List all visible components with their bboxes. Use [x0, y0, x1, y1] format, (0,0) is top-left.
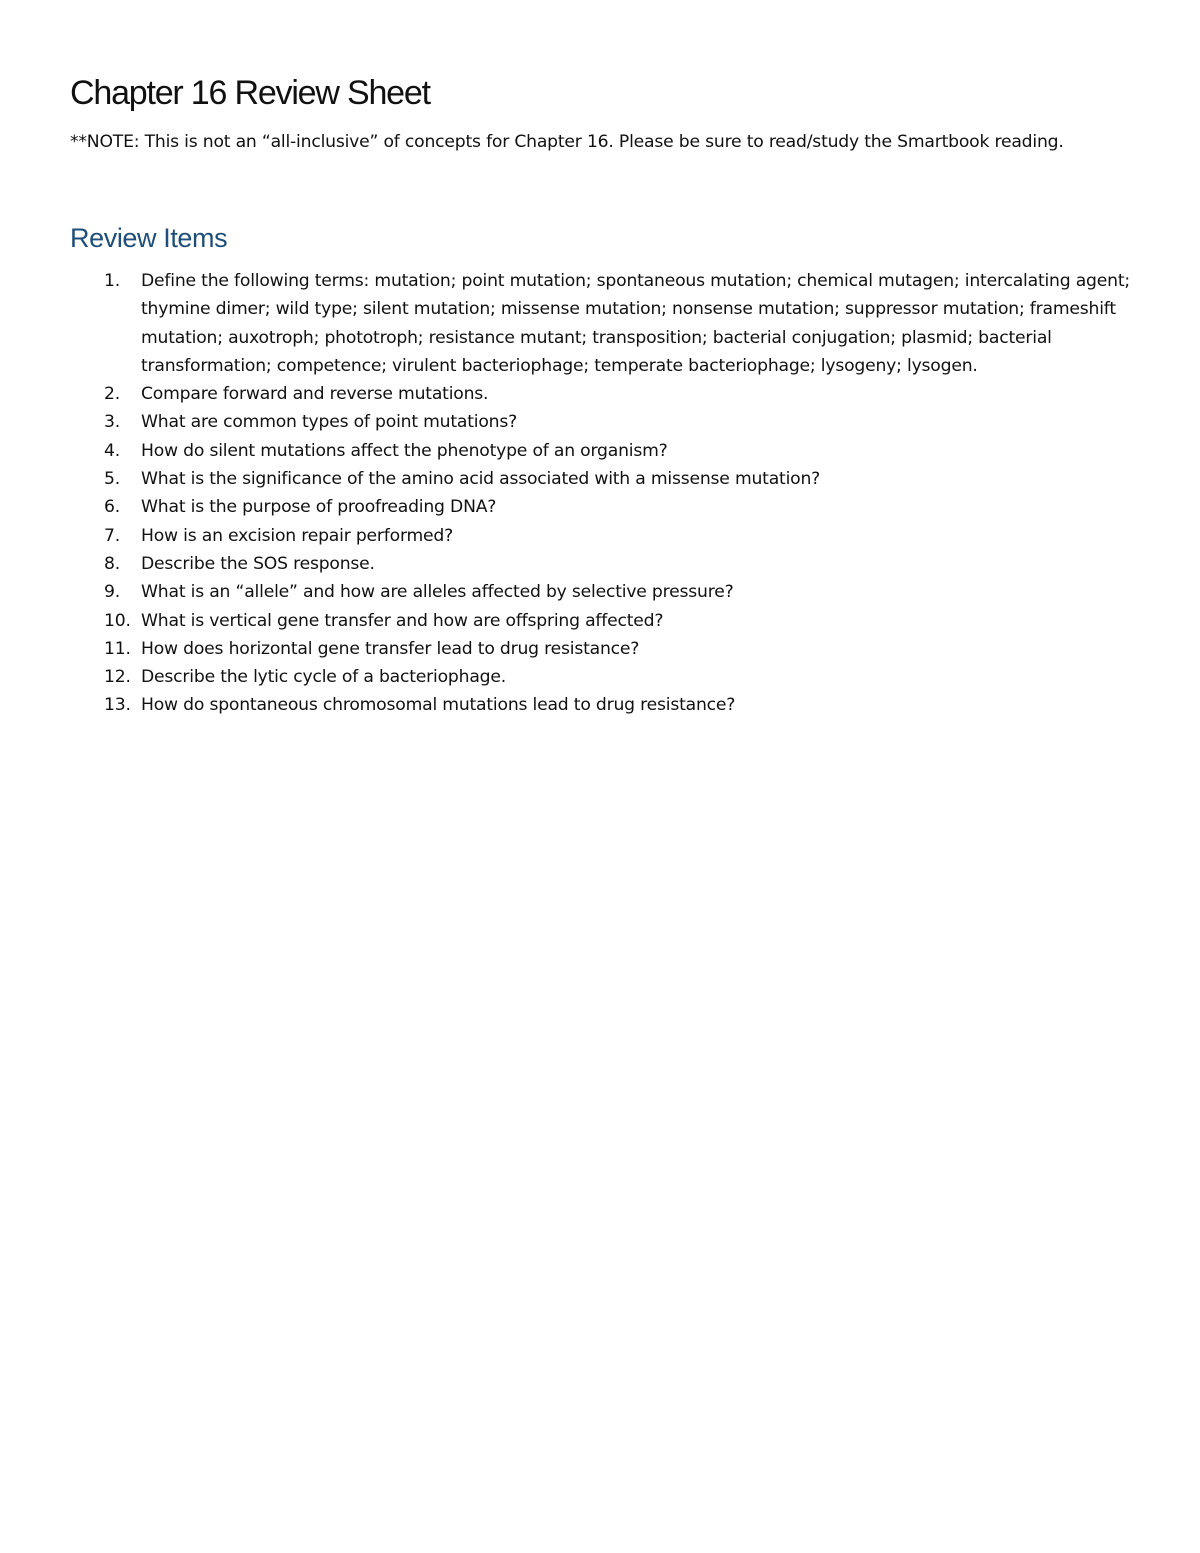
list-item-text: Describe the SOS response.: [141, 553, 375, 574]
list-item-text: How do spontaneous chromosomal mutations lead to drug resistance?: [141, 695, 736, 716]
list-item-number: 2.: [104, 384, 120, 405]
list-item-text: What is the purpose of proofreading DNA?: [141, 497, 497, 518]
list-item: [0, 267, 1130, 380]
list-item: [0, 380, 1130, 408]
list-item-number: 7.: [104, 525, 120, 546]
list-item-text: How do silent mutations affect the phenotype of an organism?: [141, 440, 668, 461]
list-item-number: 13.: [104, 695, 131, 716]
list-item-number: 11.: [104, 638, 131, 659]
review-items-list: [0, 267, 1130, 720]
list-item-text: Compare forward and reverse mutations.: [141, 384, 489, 405]
list-item: [0, 663, 1130, 691]
list-item: [0, 437, 1130, 465]
list-item: [0, 635, 1130, 663]
page-title: Chapter 16 Review Sheet: [70, 74, 430, 112]
list-item-number: 9.: [104, 582, 120, 603]
list-item-number: 5.: [104, 469, 120, 490]
list-item-number: 6.: [104, 497, 120, 518]
list-item-number: 12.: [104, 667, 131, 688]
list-item-number: 10.: [104, 610, 131, 631]
list-item: [0, 607, 1130, 635]
section-heading-review-items: Review Items: [70, 223, 228, 253]
list-item-text: What is an “allele” and how are alleles affected by selective pressure?: [141, 582, 734, 603]
list-item: [0, 578, 1130, 606]
list-item: [0, 522, 1130, 550]
list-item-number: 8.: [104, 553, 120, 574]
list-item-text: How does horizontal gene transfer lead to drug resistance?: [141, 638, 640, 659]
list-item-text: Describe the lytic cycle of a bacteriophage.: [141, 667, 507, 688]
list-item-text: What are common types of point mutations?: [141, 412, 518, 433]
list-item-number: 1.: [104, 271, 120, 291]
list-item: [0, 691, 1130, 719]
list-item-text: How is an excision repair performed?: [141, 525, 454, 546]
list-item: [0, 408, 1130, 436]
list-item-text: What is vertical gene transfer and how are offspring affected?: [141, 610, 664, 631]
list-item-number: 4.: [104, 440, 120, 461]
list-item-text: What is the significance of the amino acid associated with a missense mutation?: [141, 469, 821, 490]
list-item: [0, 493, 1130, 521]
note-paragraph: **NOTE: This is not an “all-inclusive” of concepts for Chapter 16. Please be sure to read/study the Smartbook reading.: [70, 132, 1064, 152]
list-item: [0, 465, 1130, 493]
list-item-number: 3.: [104, 412, 120, 433]
list-item: [0, 550, 1130, 578]
list-item-text: Define the following terms: mutation; point mutation; spontaneous mutation; chemical mutagen; intercalating agent; thymine dimer; wild type; silent mutation; missense mutation; nonsense mutation; suppressor mutation; frameshift mutation; auxotroph; phototroph; resistance mutant; transposition; bacterial conjugation; plasmid; bacterial transformation; competence; virulent bacteriophage; temperate bacteriophage; lysogeny; lysogen.: [141, 271, 1130, 376]
